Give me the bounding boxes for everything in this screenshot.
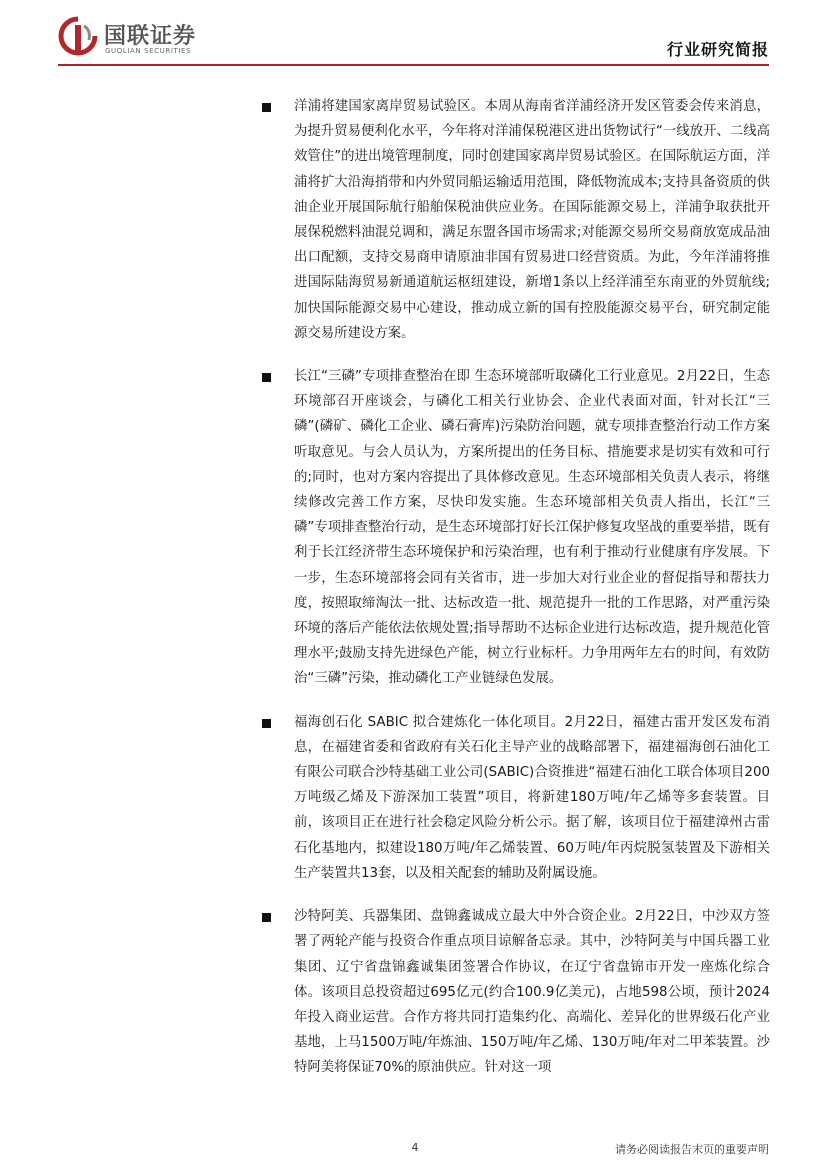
square-bullet-icon (262, 719, 271, 728)
guolian-logo-icon (58, 16, 98, 58)
logo-name: 国联证券 (104, 24, 197, 49)
header-divider (58, 64, 769, 66)
disclaimer-note: 请务必阅读报告末页的重要声明 (615, 1143, 769, 1156)
square-bullet-icon (262, 103, 271, 112)
square-bullet-icon (262, 373, 271, 382)
company-logo (58, 16, 228, 60)
news-item-fuhaichuang-sabic (262, 710, 770, 886)
square-bullet-icon (262, 913, 271, 922)
news-item-text: 长江“三磷”专项排查整治在即 生态环境部听取磷化工行业意见。2月22日，生态环境部召开座谈会，与磷化工相关行业协会、企业代表面对面，针对长江“三磷”(磷矿、磷化工企业、磷石膏库)污染防治问题，就专项排查整治行动工作方案听取意见。与会人员认为，方案所提出的任务目标、措施要求是切实有效和可行的;同时，也对方案内容提出了具体修改意见。生态环境部相关负责人表示，将继续修改完善工作方案，尽快印发实施。生态环境部相关负责人指出，长江“三磷”专项排查整治行动，是生态环境部打好长江保护修复攻坚战的重要举措，既有利于长江经济带生态环境保护和污染治理，也有利于推动行业健康有序发展。下一步，生态环境部将会同有关省市，进一步加大对行业企业的督促指导和帮扶力度，按照取缔淘汰一批、达标改造一批、规范提升一批的工作思路，对严重污染环境的落后产能依法依规处置;指导帮助不达标企业进行达标改造，提升规范化管理水平;鼓励支持先进绿色产能，树立行业标杆。力争用两年左右的时间，有效防治“三磷”污染，推动磷化工产业链绿色发展。 (294, 369, 770, 687)
news-item-text: 洋浦将建国家离岸贸易试验区。本周从海南省洋浦经济开发区管委会传来消息，为提升贸易便利化水平，今年将对洋浦保税港区进出货物试行“一线放开、二线高效管住”的进出境管理制度，同时创建国家离岸贸易试验区。在国际航运方面，洋浦将扩大沿海捎带和内外贸同船运输适用范围，降低物流成本;支持具备资质的供油企业开展国际航行船舶保税油供应业务。在国际能源交易上，洋浦争取获批开展保税燃料油混兑调和，满足东盟各国市场需求;对能源交易所交易商放宽成品油出口配额，支持交易商申请原油非国有贸易进口经营资质。为此，今年洋浦将推进国际陆海贸易新通道航运枢纽建设，新增1条以上经洋浦至东南亚的外贸航线;加快国际能源交易中心建设，推动成立新的国有控股能源交易平台，研究制定能源交易所建设方案。 (294, 99, 770, 341)
report-type-label: 行业研究简报 (666, 40, 769, 59)
news-item-three-phosphorus (262, 364, 770, 692)
report-body (262, 94, 770, 1099)
news-item-saudi-aramco (262, 904, 770, 1080)
page-number: 4 (411, 1141, 419, 1154)
logo-english-name: GUOLIAN SECURITIES (105, 47, 192, 55)
page-header (0, 0, 827, 66)
news-item-text: 沙特阿美、兵器集团、盘锦鑫诚成立最大中外合资企业。2月22日，中沙双方签署了两轮产能与投资合作重点项目谅解备忘录。其中，沙特阿美与中国兵器工业集团、辽宁省盘锦鑫诚集团签署合作协议，在辽宁省盘锦市开发一座炼化综合体。该项目总投资超过695亿元(约合100.9亿美元)，占地598公顷，预计2024年投入商业运营。合作方将共同打造集约化、高端化、差异化的世界级石化产业基地，上马1500万吨/年炼油、150万吨/年乙烯、130万吨/年对二甲苯装置。沙特阿美将保证70%的原油供应。针对这一项 (294, 909, 770, 1076)
news-item-text: 福海创石化 SABIC 拟合建炼化一体化项目。2月22日，福建古雷开发区发布消息，在福建省委和省政府有关石化主导产业的战略部署下，福建福海创石油化工有限公司联合沙特基础工业公司(SABIC)合资推进“福建石油化工联合体项目200万吨级乙烯及下游深加工装置”项目，将新建180万吨/年乙烯等多套装置。目前，该项目正在进行社会稳定风险分析公示。据了解，该项目位于福建漳州古雷石化基地内，拟建设180万吨/年乙烯装置、60万吨/年丙烷脱氢装置及下游相关生产装置共13套，以及相关配套的辅助及附属设施。 (294, 714, 770, 881)
news-item-yangpu (262, 94, 770, 346)
